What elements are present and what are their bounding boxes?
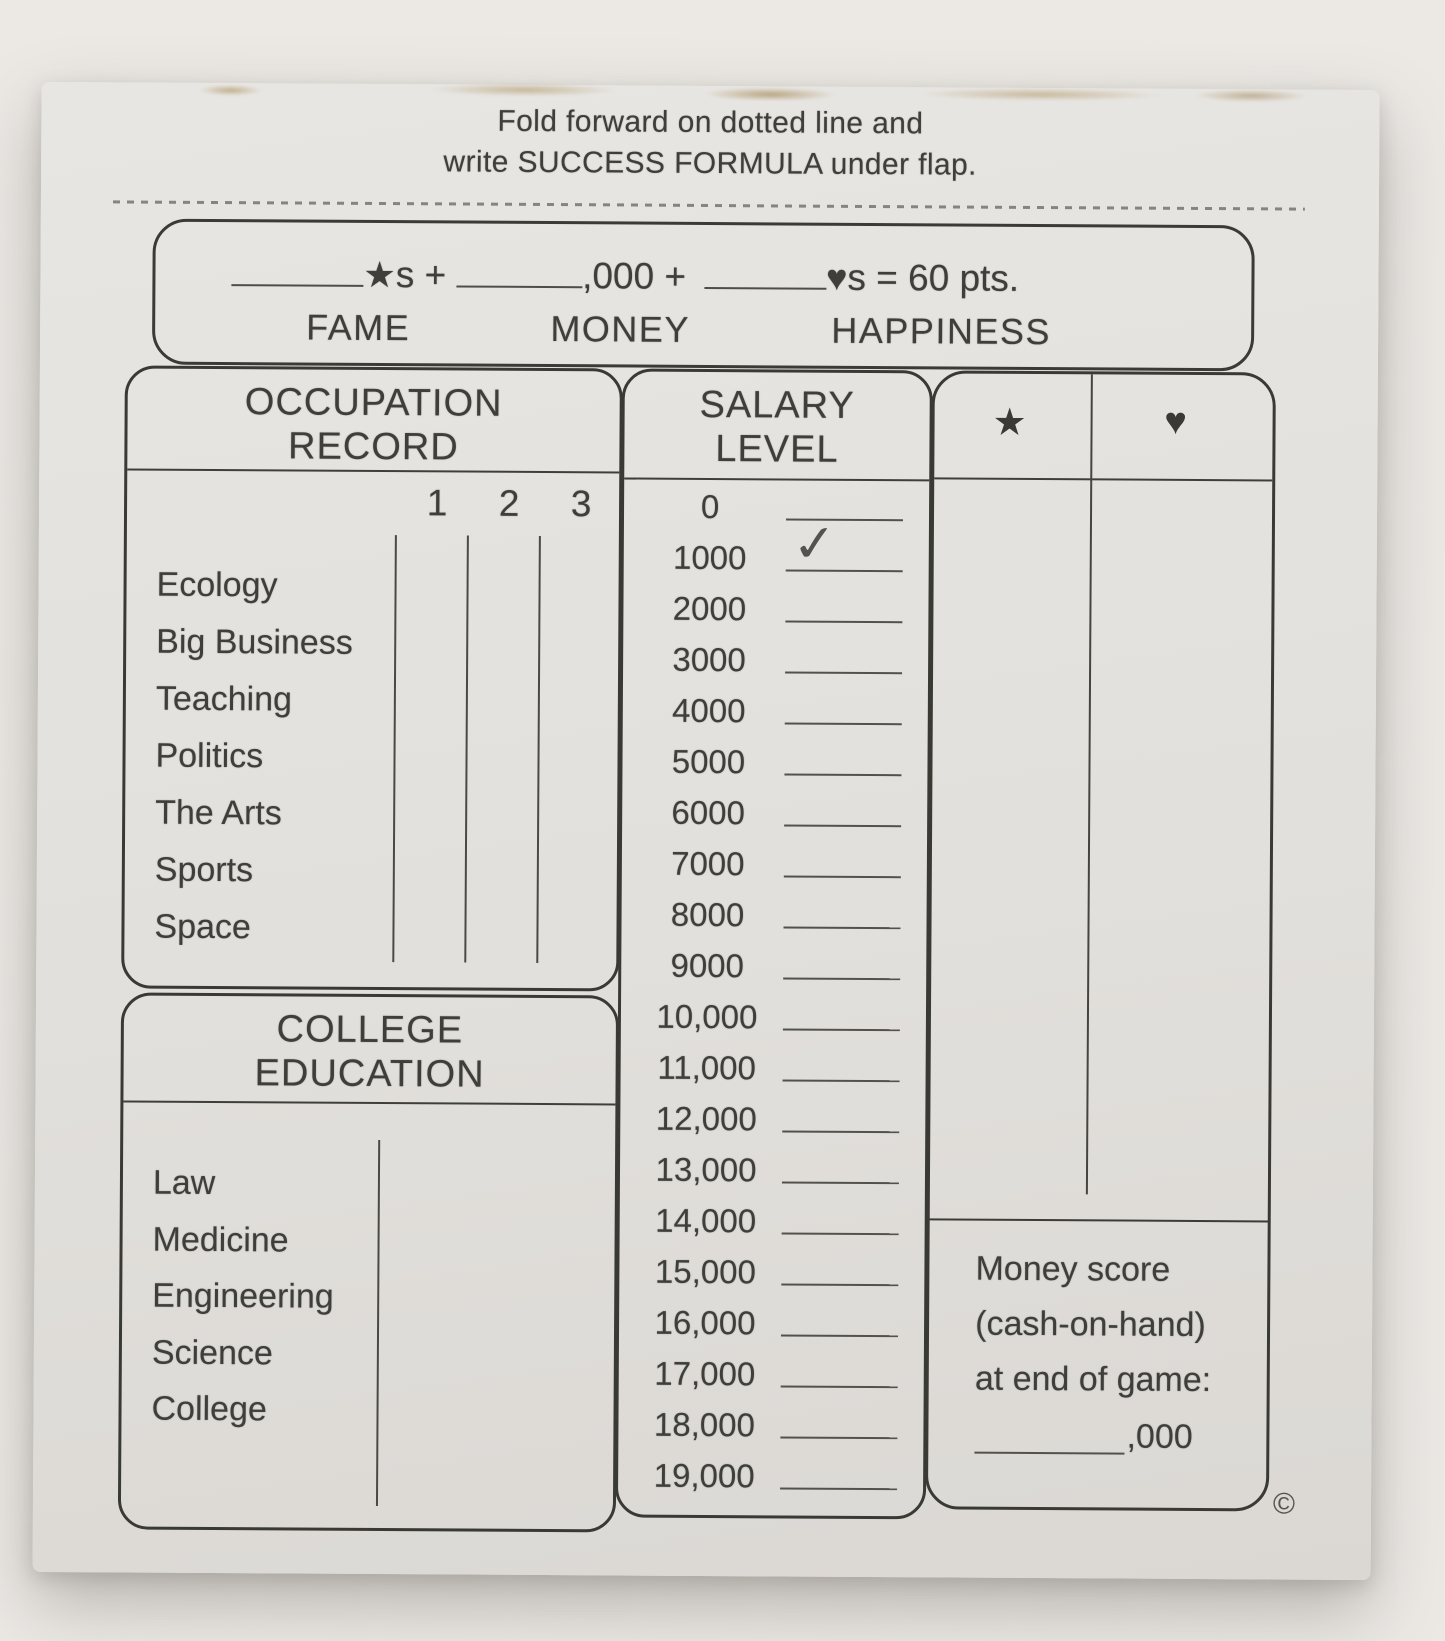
salary-blank-line (785, 722, 902, 725)
salary-value: 0 (700, 487, 720, 526)
college-education-panel (118, 992, 619, 1532)
occupation-title-line1: OCCUPATION (244, 381, 503, 425)
occupation-column-2: 2 (498, 482, 520, 524)
score-column-divider-line (1086, 374, 1093, 1194)
salary-blank-line (783, 1028, 900, 1031)
salary-blank-line (784, 773, 901, 776)
occupation-record-title (127, 368, 620, 473)
money-score-blank (974, 1452, 1124, 1455)
fold-instructions (41, 98, 1379, 188)
salary-title-line2: LEVEL (715, 428, 839, 471)
salary-blank-line (783, 926, 900, 929)
salary-level-panel (615, 368, 933, 1519)
salary-row (636, 480, 907, 533)
salary-blank-line (781, 1385, 898, 1388)
star-column-icon: ★ (992, 401, 1027, 444)
salary-blank-line (784, 875, 901, 878)
college-title-line2: EDUCATION (254, 1052, 485, 1096)
copyright-mark: © (1272, 1487, 1296, 1521)
salary-blank-line (785, 671, 902, 674)
star-heart-score-panel (925, 370, 1276, 1511)
money-score-entry (974, 1409, 1211, 1465)
occupation-item: Big Business (156, 622, 353, 662)
fame-blank (231, 248, 363, 287)
money-score-separator-line (928, 1218, 1270, 1222)
salary-value: 16,000 (654, 1303, 756, 1342)
occupation-item: Ecology (156, 565, 278, 605)
salary-value: 3000 (672, 640, 746, 679)
occupation-item: Politics (155, 736, 264, 776)
money-score-suffix: ,000 (1126, 1417, 1193, 1456)
salary-row (630, 1398, 901, 1451)
salary-row (632, 1143, 903, 1196)
occupation-column-line-2 (464, 536, 469, 963)
salary-row (632, 1092, 903, 1145)
money-score-line2: (cash-on-hand) (975, 1304, 1206, 1345)
salary-blank-line (782, 1181, 899, 1184)
college-column-line (376, 1140, 381, 1506)
occupation-title-line2: RECORD (287, 425, 459, 469)
salary-row (631, 1296, 902, 1349)
formula-star-term: s + (395, 254, 447, 296)
college-item: Medicine (152, 1220, 289, 1259)
college-title-line1: COLLEGE (276, 1008, 464, 1052)
salary-value: 19,000 (653, 1456, 755, 1495)
salary-blank-line (785, 620, 902, 623)
happiness-label: HAPPINESS (831, 309, 1052, 353)
occupation-column-3: 3 (570, 483, 592, 525)
formula-money-term: ,000 + (582, 255, 687, 297)
salary-value: 9000 (670, 946, 745, 985)
salary-value: 7000 (671, 844, 745, 883)
fame-label: FAME (306, 306, 411, 349)
salary-blank-line (784, 824, 901, 827)
salary-value: 5000 (671, 742, 746, 781)
salary-row (632, 1194, 903, 1247)
college-item: Law (152, 1163, 216, 1203)
salary-value: 17,000 (654, 1354, 756, 1393)
salary-value: 13,000 (655, 1150, 757, 1189)
salary-row (631, 1347, 902, 1400)
fold-instructions-line1: Fold forward on dotted line and (497, 104, 924, 141)
salary-blank-line (781, 1283, 898, 1286)
salary-value: 6000 (671, 793, 746, 832)
salary-row (630, 1449, 901, 1502)
salary-row (631, 1245, 902, 1298)
salary-blank-line (782, 1130, 899, 1133)
success-formula-row (231, 248, 1019, 300)
salary-row (636, 513, 907, 584)
salary-value: 4000 (671, 691, 746, 730)
salary-row (632, 1041, 903, 1094)
occupation-record-panel (121, 365, 623, 991)
salary-value: 1000 (672, 538, 747, 577)
occupation-column-1: 1 (426, 482, 448, 524)
college-item: College (151, 1389, 267, 1429)
happiness-blank (704, 251, 826, 290)
salary-row (633, 888, 904, 941)
score-card (33, 82, 1380, 1580)
salary-row (635, 633, 906, 686)
fold-dotted-line (113, 200, 1305, 210)
salary-row (633, 939, 904, 992)
salary-title-line1: SALARY (699, 383, 855, 427)
salary-blank-line (780, 1487, 897, 1490)
salary-row (635, 582, 906, 635)
salary-blank-line (781, 1334, 898, 1337)
money-score-line1: Money score (975, 1249, 1171, 1289)
salary-row (634, 837, 905, 890)
occupation-column-line-3 (536, 536, 541, 963)
occupation-item: Space (154, 907, 252, 947)
salary-value: 10,000 (656, 997, 758, 1036)
occupation-list (154, 557, 353, 957)
formula-happiness-term: s = 60 pts. (847, 256, 1020, 299)
money-label: MONEY (550, 308, 691, 350)
salary-value: 12,000 (655, 1099, 757, 1138)
college-item: Engineering (152, 1276, 334, 1316)
salary-list (630, 480, 907, 1502)
heart-icon: ♥ (825, 256, 848, 298)
salary-blank-line (782, 1232, 899, 1235)
heart-column-icon: ♥ (1164, 400, 1188, 443)
salary-blank-line (783, 977, 900, 980)
score-columns-header (934, 373, 1273, 481)
salary-row (635, 684, 906, 737)
salary-value: 18,000 (653, 1405, 756, 1444)
salary-row (634, 735, 905, 788)
occupation-column-line-1 (392, 535, 397, 962)
occupation-item: Sports (154, 850, 254, 890)
star-icon: ★ (363, 253, 396, 296)
salary-value: 14,000 (655, 1201, 757, 1240)
salary-row (633, 990, 904, 1043)
salary-value: 15,000 (654, 1252, 756, 1291)
salary-value: 8000 (670, 895, 745, 934)
money-score-box (974, 1242, 1212, 1465)
money-blank (456, 249, 582, 288)
fold-instructions-line2: write SUCCESS FORMULA under flap. (443, 145, 977, 182)
money-score-line3: at end of game: (974, 1359, 1212, 1400)
success-formula-box (152, 219, 1255, 372)
salary-value: 11,000 (657, 1048, 756, 1087)
salary-row (634, 786, 905, 839)
occupation-item: Teaching (155, 679, 293, 719)
salary-blank-line (780, 1436, 897, 1439)
salary-value: 2000 (672, 589, 747, 628)
college-list (151, 1155, 334, 1439)
college-education-title (123, 995, 616, 1105)
salary-level-title (624, 371, 930, 481)
check-mark: ✓ (789, 513, 841, 574)
college-item: Science (151, 1333, 273, 1372)
occupation-item: The Arts (155, 793, 282, 833)
salary-blank-line (783, 1079, 900, 1082)
